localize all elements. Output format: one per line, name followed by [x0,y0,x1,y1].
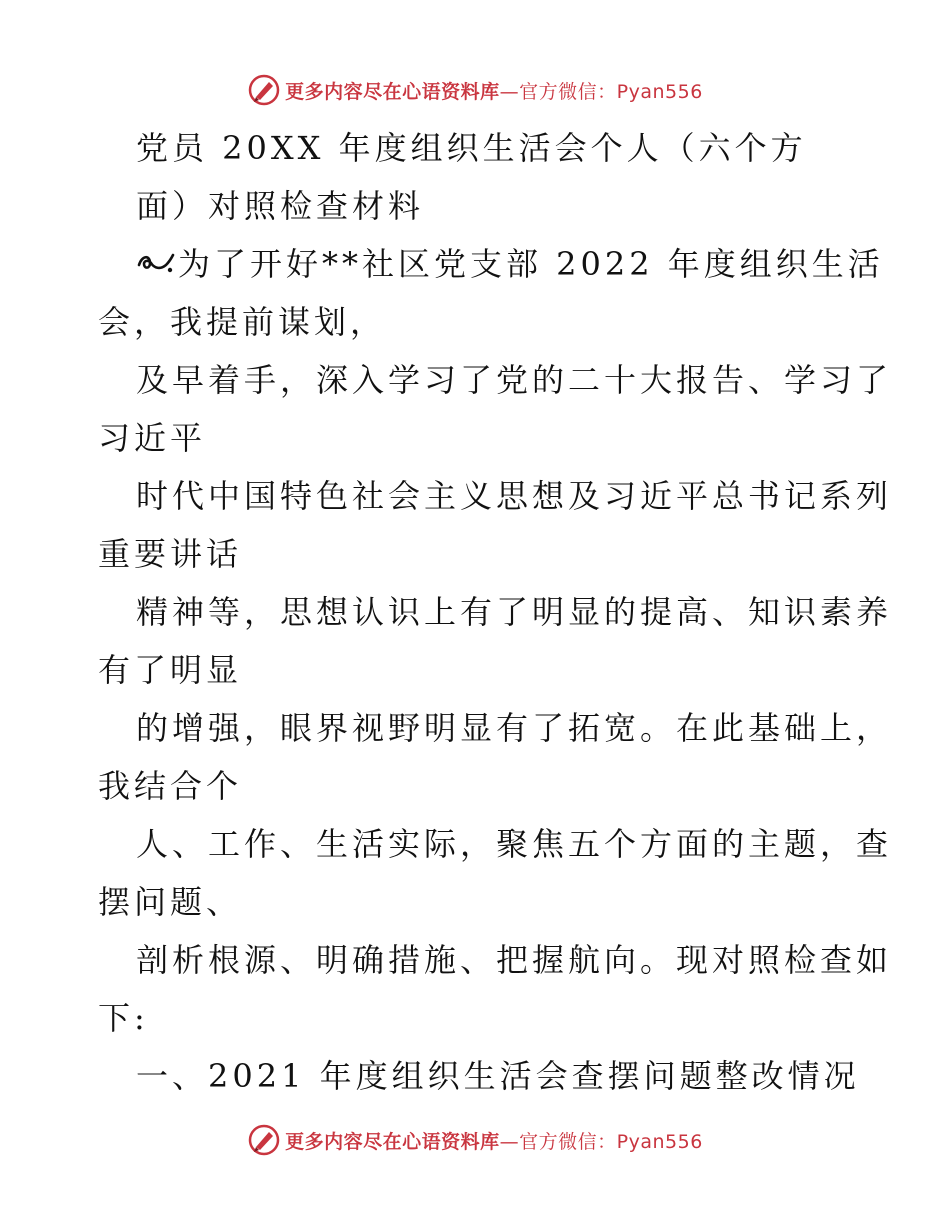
header-banner [0,68,950,112]
paragraph-line: 精神等，思想认识上有了明显的提高、知识素养 [136,593,893,631]
paragraph-line: 人、工作、生活实际，聚焦五个方面的主题，查 [136,825,893,863]
paragraph-line: 习近平 [98,419,207,457]
paragraph-line: 有了明显 [98,651,243,689]
section-heading: 一、2021 年度组织生活会查摆问题整改情况 [136,1057,860,1095]
banner-text [285,1127,703,1154]
paragraph-line: 会，我提前谋划， [98,303,387,341]
banner-main-text: 更多内容尽在心语资料库 [285,80,500,103]
paragraph-text: 为了开好**社区党支部 2022 年度组织生活 [178,245,884,283]
paragraph-line: 摆问题、 [98,883,243,921]
paragraph-line: 及早着手，深入学习了党的二十大报告、学习了 [136,361,893,399]
paragraph-line: 时代中国特色社会主义思想及习近平总书记系列 [136,477,893,515]
banner-main-text: 更多内容尽在心语资料库 [285,1130,500,1153]
banner-sub-text: —官方微信：Pyan556 [499,80,703,103]
title-line-1: 党员 20XX 年度组织生活会个人（六个方 [136,129,807,167]
title-line-2: 面）对照检查材料 [136,187,425,225]
banner-sub-text: —官方微信：Pyan556 [499,1130,703,1153]
paragraph-line: 下: [98,999,149,1037]
paragraph-line: 剖析根源、明确措施、把握航向。现对照检查如 [136,941,893,979]
footer-banner [0,1118,950,1162]
paragraph-line: 我结合个 [98,767,243,805]
paragraph-line [136,244,884,284]
pen-logo-icon [247,73,281,107]
banner-text [285,77,703,104]
flourish-ornament-icon [136,251,176,277]
pen-logo-icon [247,1123,281,1157]
paragraph-line: 重要讲话 [98,535,243,573]
paragraph-line: 的增强，眼界视野明显有了拓宽。在此基础上， [136,709,893,747]
